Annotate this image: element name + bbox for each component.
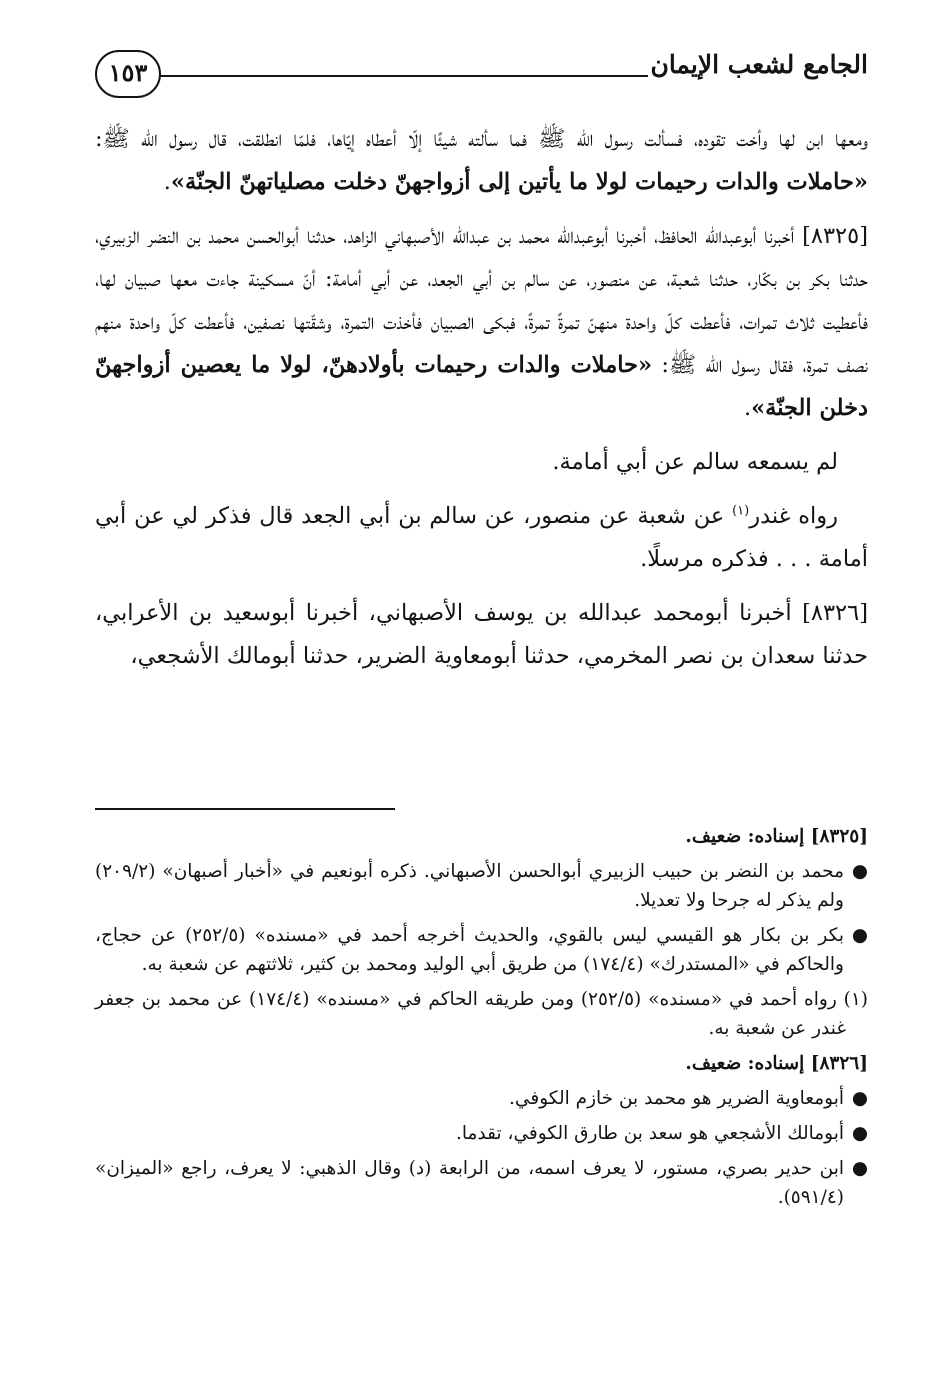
paragraph-end: .	[743, 395, 752, 421]
footnote-heading-label: [٨٣٢٥] إسناده:	[747, 826, 868, 847]
bullet-icon: ●	[851, 861, 868, 882]
footnote-item-text: محمد بن النضر بن حبيب الزبيري أبوالحسن الأصبهاني. ذكره أبونعيم في «أخبار أصبهان» (٢٠٩/٢) ولم يذكر له جرحا ولا تعديلا.	[95, 861, 844, 911]
footnote-item-text: أبومعاوية الضرير هو محمد بن خازم الكوفي.	[509, 1088, 844, 1109]
footnote-item-text: بكر بن بكار هو القيسي ليس بالقوي، والحديث أخرجه أحمد في «مسنده» (٢٥٢/٥) عن حجاج، والحاكم في «المستدرك» (١٧٤/٤) من طريق أبي الوليد ومحمد بن كثير، ثلاثتهم عن شعبة به.	[95, 925, 845, 975]
footnote-separator	[95, 808, 395, 810]
paragraph-text: رواه غندر	[749, 503, 839, 529]
paragraph-text: ومعها ابن لها وأخت تقوده، فسألت رسول الله ﷺ فما سألته شيئًا إلّا أعطاه إيّاها، فلمّا انطلقت، قال رسول الله ﷺ:	[95, 126, 868, 152]
header-rule	[160, 75, 648, 77]
footnote-ref[interactable]: (١)	[732, 503, 750, 519]
footnote-grade: ضعيف.	[685, 826, 748, 847]
comment-paragraph: لم يسمعه سالم عن أبي أمامة.	[552, 449, 838, 475]
footnote-list	[95, 857, 868, 979]
footnote-heading	[95, 822, 868, 851]
paragraph-text: عن شعبة عن منصور، عن سالم بن أبي الجعد قال فذكر لي عن أبي أمامة . . . فذكره مرسلًا.	[95, 503, 868, 572]
footnote-heading: [٨٣٢٦] إسناده: ضعيف.	[685, 1053, 868, 1074]
page-number: ١٥٣	[95, 50, 161, 98]
bullet-icon: ●	[851, 1158, 868, 1179]
bullet-icon: ●	[851, 1123, 868, 1144]
footnote-item	[95, 921, 868, 979]
paragraph-text: [٨٣٢٥] أخبرنا أبوعبدالله الحافظ، أخبرنا أبوعبدالله محمد بن عبدالله الأصبهاني الزاهد، حدثنا أبوالحسن محمد بن النضر الزبيري، حدثنا بكر بن بكّار، حدثنا شعبة، عن منصور، عن سالم بن أبي الجعد، عن أبي أمامة: أنّ مسكينة جاءت معها صبيان لها، فأعطيت ثلاث تمرات، فأعطت كلّ واحدة منهنّ تمرةً تمرةً، فبكى الصبيان فأخذت التمرة، وشقّتها نصفين، فأعطت كلّ واحدة منهم نصف تمرة، فقال رسول الله ﷺ:	[95, 223, 869, 378]
footnote-list	[95, 1084, 868, 1212]
running-title: الجامع لشعب الإيمان	[650, 50, 868, 79]
bullet-icon: ●	[851, 1088, 868, 1109]
footnote-note: (١) رواه أحمد في «مسنده» (٢٥٢/٥) ومن طريقه الحاكم في «مسنده» (١٧٤/٤) عن محمد بن جعفر غندر عن شعبة به.	[95, 989, 869, 1039]
footnote-item	[95, 1119, 868, 1148]
footnote-item	[95, 1084, 868, 1113]
paragraph-end: .	[163, 169, 171, 195]
footnote-item	[95, 1154, 868, 1212]
hadith-8326: [٨٣٢٦] أخبرنا أبومحمد عبدالله بن يوسف الأصبهاني، أخبرنا أبوسعيد بن الأعرابي، حدثنا سعدان بن نصر المخرمي، حدثنا أبومعاوية الضرير، حدثنا أبومالك الأشجعي،	[95, 600, 868, 669]
paragraph-continuation	[95, 118, 868, 204]
narration-paragraph	[95, 495, 868, 581]
hadith-quote: «حاملات والدات رحيمات بأولادهنّ، لولا ما يعصين أزواجهنّ دخلن الجنّة»	[95, 352, 868, 421]
hadith-quote: «حاملات والدات رحيمات لولا ما يأتين إلى أزواجهنّ دخلت مصلياتهنّ الجنّة»	[170, 169, 868, 195]
footnotes	[95, 822, 868, 1218]
hadith-8325	[95, 215, 868, 430]
page-header	[95, 42, 868, 102]
footnote-item	[95, 857, 868, 915]
main-text	[95, 118, 868, 689]
bullet-icon: ●	[851, 925, 868, 946]
footnote-item-text: أبومالك الأشجعي هو سعد بن طارق الكوفي، تقدما.	[455, 1123, 844, 1144]
footnote-item-text: ابن حدير بصري، مستور، لا يعرف اسمه، من الرابعة (د) وقال الذهبي: لا يعرف، راجع «الميزان» (٥٩١/٤).	[95, 1158, 844, 1208]
